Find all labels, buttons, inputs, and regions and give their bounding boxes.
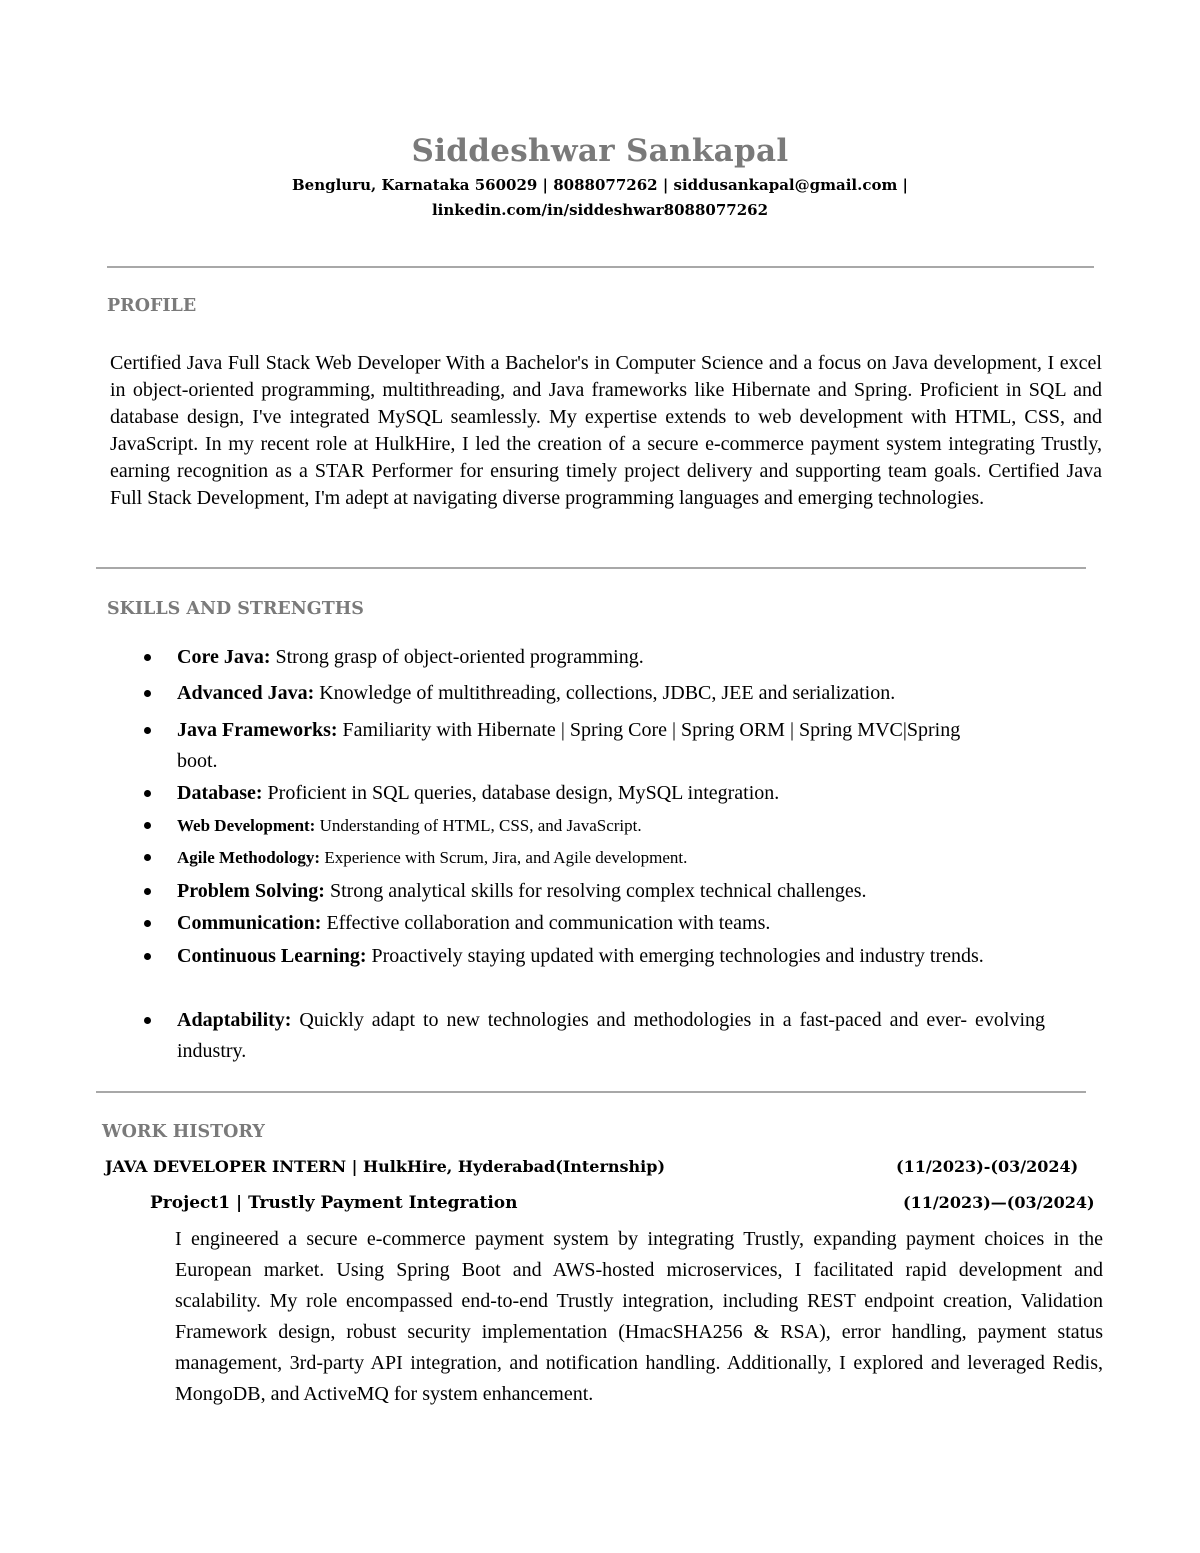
skill-label: Core Java: xyxy=(177,646,271,668)
profile-text: Certified Java Full Stack Web Developer With a Bachelor's in Computer Science and a focus on Java development, I excel in object-oriented programming, multithreading, and Java frameworks like Hibernate and Spring. Proficient in SQL and database design, I've integrated MySQL seamlessly. My expertise extends to web development with HTML, CSS, and JavaScript. In my recent role at HulkHire, I led the creation of a secure e-commerce payment system integrating Trustly, earning recognition as a STAR Performer for ensuring timely project delivery and supporting team goals. Certified Java Full Stack Development, I'm adept at navigating diverse programming languages and emerging technologies. xyxy=(110,352,1102,510)
skill-label: Communication: xyxy=(177,912,322,934)
bullet-icon xyxy=(144,920,151,927)
skill-label: Continuous Learning: xyxy=(177,945,367,967)
bullet-icon xyxy=(144,1017,151,1024)
bullet-icon xyxy=(144,822,151,829)
skill-label: Web Development: xyxy=(177,816,316,835)
list-item xyxy=(140,678,1088,709)
skill-text: Understanding of HTML, CSS, and JavaScript. xyxy=(319,816,642,835)
profile-heading: PROFILE xyxy=(107,296,197,316)
skill-text: Knowledge of multithreading, collections, JDBC, JEE and serialization. xyxy=(319,682,896,704)
bullet-icon xyxy=(144,953,151,960)
skill-label: Database: xyxy=(177,782,263,804)
candidate-name: Siddeshwar Sankapal xyxy=(411,133,789,169)
list-item xyxy=(140,810,1088,841)
skill-label: Advanced Java: xyxy=(177,682,315,704)
skill-label: Adaptability: xyxy=(177,1009,292,1031)
list-item xyxy=(140,908,1088,939)
list-item xyxy=(140,1005,1045,1067)
list-item xyxy=(140,941,1088,972)
project-dates: (11/2023)—(03/2024) xyxy=(903,1193,1095,1212)
bullet-icon xyxy=(144,790,151,797)
skill-text: Strong analytical skills for resolving complex technical challenges. xyxy=(329,880,867,902)
skill-text: Proactively staying updated with emerging technologies and industry trends. xyxy=(371,945,984,967)
list-item xyxy=(140,876,1088,907)
job-title: JAVA DEVELOPER INTERN | HulkHire, Hyderabad(Internship) xyxy=(105,1157,666,1176)
list-item xyxy=(140,842,1088,873)
work-heading: WORK HISTORY xyxy=(102,1122,265,1142)
skill-label: Problem Solving: xyxy=(177,880,325,902)
bullet-icon xyxy=(144,854,151,861)
bullet-icon xyxy=(144,888,151,895)
skill-label: Java Frameworks: xyxy=(177,719,338,741)
bullet-icon xyxy=(144,727,151,734)
bullet-icon xyxy=(144,690,151,697)
list-item xyxy=(140,778,1088,809)
divider xyxy=(107,266,1094,268)
skill-text: Proficient in SQL queries, database design, MySQL integration. xyxy=(267,782,780,804)
skill-text: Strong grasp of object-oriented programming. xyxy=(275,646,644,668)
divider xyxy=(96,567,1086,569)
project-title: Project1 | Trustly Payment Integration xyxy=(150,1193,518,1213)
list-item xyxy=(140,642,1088,673)
skills-heading: SKILLS AND STRENGTHS xyxy=(107,599,364,619)
contact-line-2: linkedin.com/in/siddeshwar8088077262 xyxy=(431,201,769,219)
list-item xyxy=(140,715,980,777)
bullet-icon xyxy=(144,654,151,661)
job-dates: (11/2023)-(03/2024) xyxy=(896,1157,1079,1176)
contact-line-1: Bengluru, Karnataka 560029 | 8088077262 | siddusankapal@gmail.com | xyxy=(291,176,909,194)
project-description: I engineered a secure e-commerce payment system by integrating Trustly, expanding payment choices in the European market. Using Spring Boot and AWS-hosted microservices, I facilitated rapid development and scalability. My role encompassed end-to-end Trustly integration, including REST endpoint creation, Validation Framework design, robust security implementation (HmacSHA256 & RSA), error handling, payment status management, 3rd-party API integration, and notification handling. Additionally, I explored and leveraged Redis, MongoDB, and ActiveMQ for system enhancement. xyxy=(175,1228,1103,1405)
skill-text: Experience with Scrum, Jira, and Agile development. xyxy=(324,848,688,867)
skill-text: Effective collaboration and communication with teams. xyxy=(326,912,771,934)
skill-text: Familiarity with Hibernate | Spring Core | Spring ORM | Spring MVC|Spring boot. xyxy=(177,719,961,772)
divider xyxy=(96,1091,1086,1093)
skill-label: Agile Methodology: xyxy=(177,848,321,867)
skill-text: Quickly adapt to new technologies and methodologies in a fast-paced and ever- evolving industry. xyxy=(177,1009,1046,1062)
